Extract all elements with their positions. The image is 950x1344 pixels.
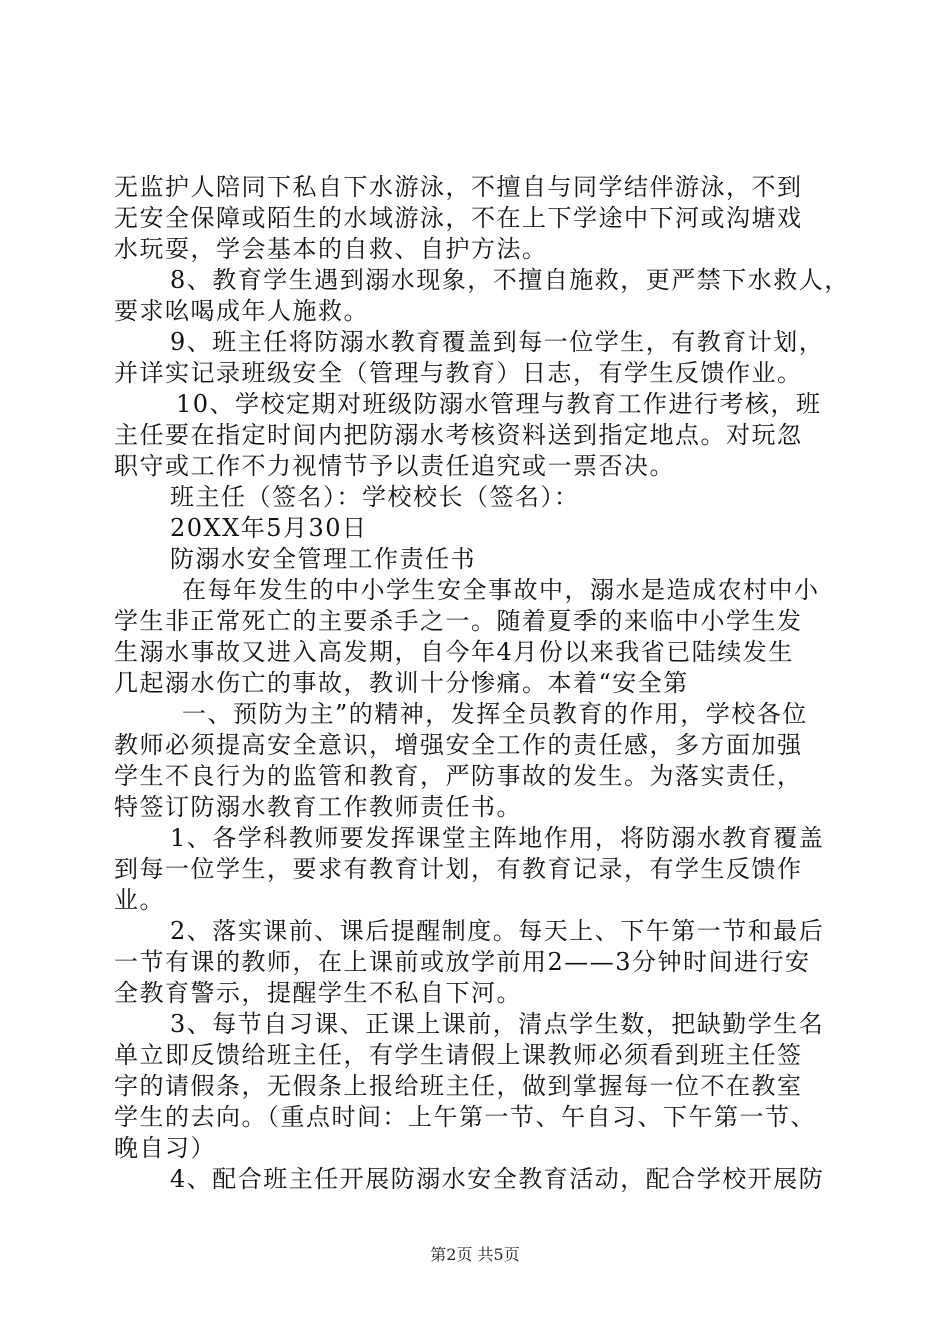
text-line: 2、落实课前、课后提醒制度。每天上、下午第一节和最后 <box>170 917 825 945</box>
text-line: 水玩耍，学会基本的自救、自护方法。 <box>114 235 548 263</box>
text-line: 无监护人陪同下私自下水游泳，不擅自与同学结伴游泳，不到 <box>114 173 803 201</box>
text-line: 学生的去向。（重点时间：上午第一节、午自习、下午第一节、 <box>114 1103 816 1131</box>
text-line: 一节有课的教师，在上课前或放学前用2——3分钟时间进行安 <box>114 948 811 976</box>
text-line: 8、教育学生遇到溺水现象，不擅自施救，更严禁下水救人， <box>170 266 850 294</box>
text-line: 4、配合班主任开展防溺水安全教育活动，配合学校开展防 <box>170 1165 825 1193</box>
document-body <box>114 172 850 1195</box>
text-line: 全教育警示，提醒学生不私自下河。 <box>114 979 522 1007</box>
date-line: 20XX年5月30日 <box>170 514 368 542</box>
text-line: 字的请假条，无假条上报给班主任，做到掌握每一位不在教室 <box>114 1072 803 1100</box>
signature-line: 班主任（签名）：学校校长（签名）： <box>170 483 580 511</box>
text-line: 教师必须提高安全意识，增强安全工作的责任感，多方面加强 <box>114 731 803 759</box>
text-line: 单立即反馈给班主任，有学生请假上课教师必须看到班主任签 <box>114 1041 803 1069</box>
text-line: 特签订防溺水教育工作教师责任书。 <box>114 793 522 821</box>
text-line: 几起溺水伤亡的事故，教训十分惨痛。本着“安全第 <box>114 669 689 697</box>
text-line: 到每一位学生，要求有教育计划，有教育记录，有学生反馈作 <box>114 855 803 883</box>
text-line: 业。 <box>114 886 165 914</box>
text-line: 9、班主任将防溺水教育覆盖到每一位学生，有教育计划， <box>170 328 825 356</box>
text-line: 在每年发生的中小学生安全事故中，溺水是造成农村中小 <box>182 576 820 604</box>
text-line: 1、各学科教师要发挥课堂主阵地作用，将防溺水教育覆盖 <box>170 824 825 852</box>
text-line: 一、预防为主”的精神，发挥全员教育的作用，学校各位 <box>182 700 808 728</box>
text-line: 10、学校定期对班级防溺水管理与教育工作进行考核，班 <box>176 390 822 418</box>
text-line: 3、每节自习课、正课上课前，清点学生数，把缺勤学生名 <box>170 1010 825 1038</box>
text-line: 学生非正常死亡的主要杀手之一。随着夏季的来临中小学生发 <box>114 607 803 635</box>
page-footer: 第2页 共5页 <box>430 1245 520 1264</box>
text-line: 学生不良行为的监管和教育，严防事故的发生。为落实责任， <box>114 762 803 790</box>
section-title: 防溺水安全管理工作责任书 <box>170 545 476 573</box>
text-line: 主任要在指定时间内把防溺水考核资料送到指定地点。对玩忽 <box>114 421 803 449</box>
text-line: 并详实记录班级安全（管理与教育）日志，有学生反馈作业。 <box>114 359 803 387</box>
text-line: 职守或工作不力视情节予以责任追究或一票否决。 <box>114 452 675 480</box>
text-line: 生溺水事故又进入高发期，自今年4月份以来我省已陆续发生 <box>114 638 794 666</box>
text-line: 要求吆喝成年人施救。 <box>114 297 369 325</box>
text-line: 无安全保障或陌生的水域游泳，不在上下学途中下河或沟塘戏 <box>114 204 803 232</box>
text-line: 晚自习） <box>114 1134 216 1162</box>
